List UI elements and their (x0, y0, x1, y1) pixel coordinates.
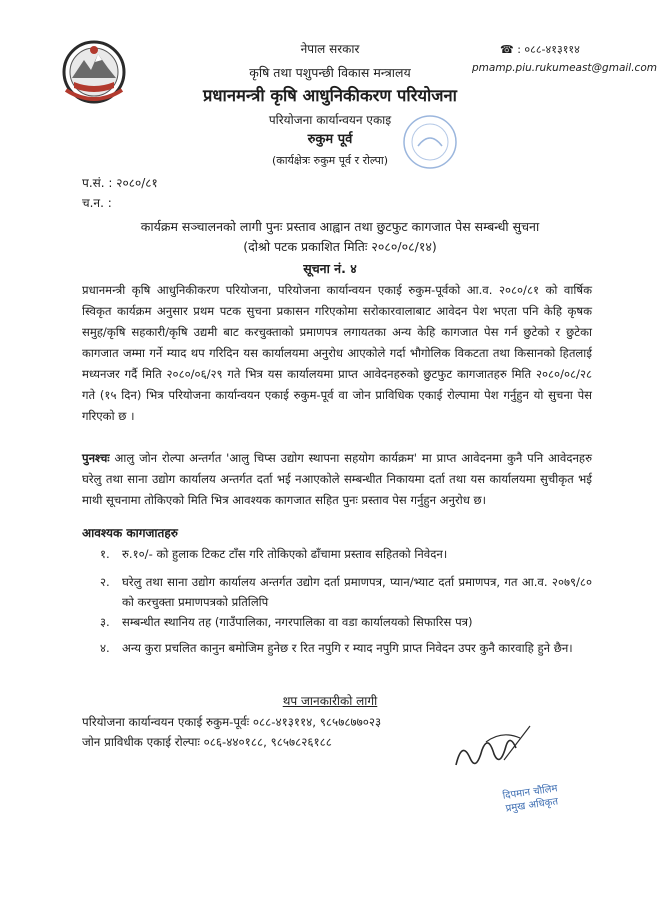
district-name: रुकुम पूर्व (307, 132, 353, 147)
publish-date-line: (दोश्रो पटक प्रकाशित मितिः २०८०/०८/१४) (243, 239, 437, 254)
postscript-text: आलु जोन रोल्पा अन्तर्गत 'आलु चिप्स उद्योग स्थापना सहयोग कार्यक्रम' मा प्राप्त आवेदनमा कुनै पनि आवेदनहरु घरेलु तथा साना उद्योग कार्यालय अन्तर्गत दर्ता भई नआएकोले सम्बन्धीत निकायमा दर्ता तथा यस कार्यालयमा सुचीकृत भई माथी सूचनामा तोकिएको मिति भित्र आवश्यक कागजात सहित पुनः प्रस्ताव पेस गर्नुहुन अनुरोध छ। (82, 451, 592, 507)
phone-number: ☎ : ०८८-४१३११४ (500, 43, 580, 56)
list-item-text: घरेलु तथा साना उद्योग कार्यालय अन्तर्गत उद्योग दर्ता प्रमाणपत्र, प्यान/भ्याट दर्ता प्रमाणपत्र, गत आ.व. २०७९/८० को करचुक्ता प्रमाणपत्रको प्रतिलिपि (122, 575, 592, 609)
list-item-number: ४. (100, 641, 110, 655)
contact-line-rolpa: जोन प्राविधीक एकाई रोल्पाः ०८६-४४०१८८, ९८५७८२६१८८ (82, 735, 332, 749)
postscript-label: पुनश्चः (82, 451, 110, 465)
signature (446, 720, 536, 780)
contact-line-rukum: परियोजना कार्यान्वयन एकाई रुकुम-पूर्वः ०८८-४१३११४, ९८५७८७७०२३ (82, 715, 382, 729)
officer-stamp-title: प्रमुख अधिकृत (504, 796, 559, 815)
list-item-number: २. (100, 575, 110, 589)
notice-number: सूचना नं. ४ (303, 261, 357, 276)
email-address: pmamp.piu.rukumeast@gmail.com (472, 62, 657, 74)
list-item-text: रु.१०/- को हुलाक टिकट टाँस गरि तोकिएको ढाँचामा प्रस्ताव सहितको निवेदन। (122, 547, 448, 561)
office-stamp (400, 112, 460, 172)
required-docs-heading: आवश्यक कागजातहरु (82, 526, 178, 540)
list-item (82, 638, 602, 680)
list-item (82, 612, 602, 634)
gov-name: नेपाल सरकार (300, 42, 360, 56)
list-item (82, 572, 602, 614)
unit-name: परियोजना कार्यान्वयन एकाइ (268, 113, 392, 127)
working-area: (कार्यक्षेत्रः रुकुम पूर्व र रोल्पा) (271, 154, 389, 167)
ministry-name: कृषि तथा पशुपन्छी विकास मन्त्रालय (249, 65, 411, 80)
subject-line: कार्यक्रम सञ्चालनको लागी पुनः प्रस्ताव आह्वान तथा छुटफुट कागजात पेस सम्बन्धी सुचना (140, 219, 540, 234)
postscript-paragraph (82, 448, 592, 511)
list-item (82, 544, 602, 566)
list-item-number: १. (100, 547, 110, 561)
main-notice-paragraph: प्रधानमन्त्री कृषि आधुनिकीकरण परियोजना, परियोजना कार्यान्वयन एकाई रुकुम-पूर्वको आ.व. २०८०/८१ को वार्षिक स्विकृत कार्यक्रम अनुसार प्रथम पटक सुचना प्रकासन गरिएकोमा सरोकारवालाबाट आवेदन पेश भएता पनि केहि कृषक समुह/कृषि सहकारी/कृषि उद्यमी बाट करचुक्ताको प्रमाणपत्र लगायतका अन्य केहि कागजात पेस गर्न छुटेको र छुटेका कागजात जम्मा गर्ने म्याद थप गरिदिन यस कार्यालयमा अनुरोध आएकोले गर्दा भौगोलिक विकटता तथा किसानको हितलाई मध्यनजर गर्दै मिति २०८०/०६/२९ गते भित्र यस कार्यालयमा प्राप्त आवेदनहरुको छुटफुट कागजातहरु मिति २०८०/०८/२८ गते (१५ दिन) भित्र परियोजना कार्यान्वयन एकाई रुकुम-पूर्व वा जोन प्राविधिक एकाई रोल्पामा पेश गर्नुहुन यो सुचना पेस गरिएको छ । (82, 283, 592, 423)
nepal-government-emblem (58, 38, 130, 108)
contact-heading: थप जानकारीको लागी (282, 694, 378, 708)
project-name: प्रधानमन्त्री कृषि आधुनिकीकरण परियोजना (203, 86, 457, 105)
reference-number: प.सं. : २०८०/८१ (82, 176, 158, 190)
list-item-number: ३. (100, 615, 110, 629)
officer-stamp (485, 780, 578, 818)
dispatch-number: च.न. : (82, 196, 112, 210)
list-item-text: अन्य कुरा प्रचलित कानुन बमोजिम हुनेछ र रित नपुगि र म्याद नपुगि प्राप्त निवेदन उपर कुनै कारवाहि हुने छैन। (122, 641, 573, 655)
list-item-text: सम्बन्धीत स्थानिय तह (गाउँपालिका, नगरपालिका वा वडा कार्यालयको सिफारिस पत्र) (122, 615, 473, 629)
officer-stamp-name: दिपमान चौलिम (502, 783, 559, 802)
